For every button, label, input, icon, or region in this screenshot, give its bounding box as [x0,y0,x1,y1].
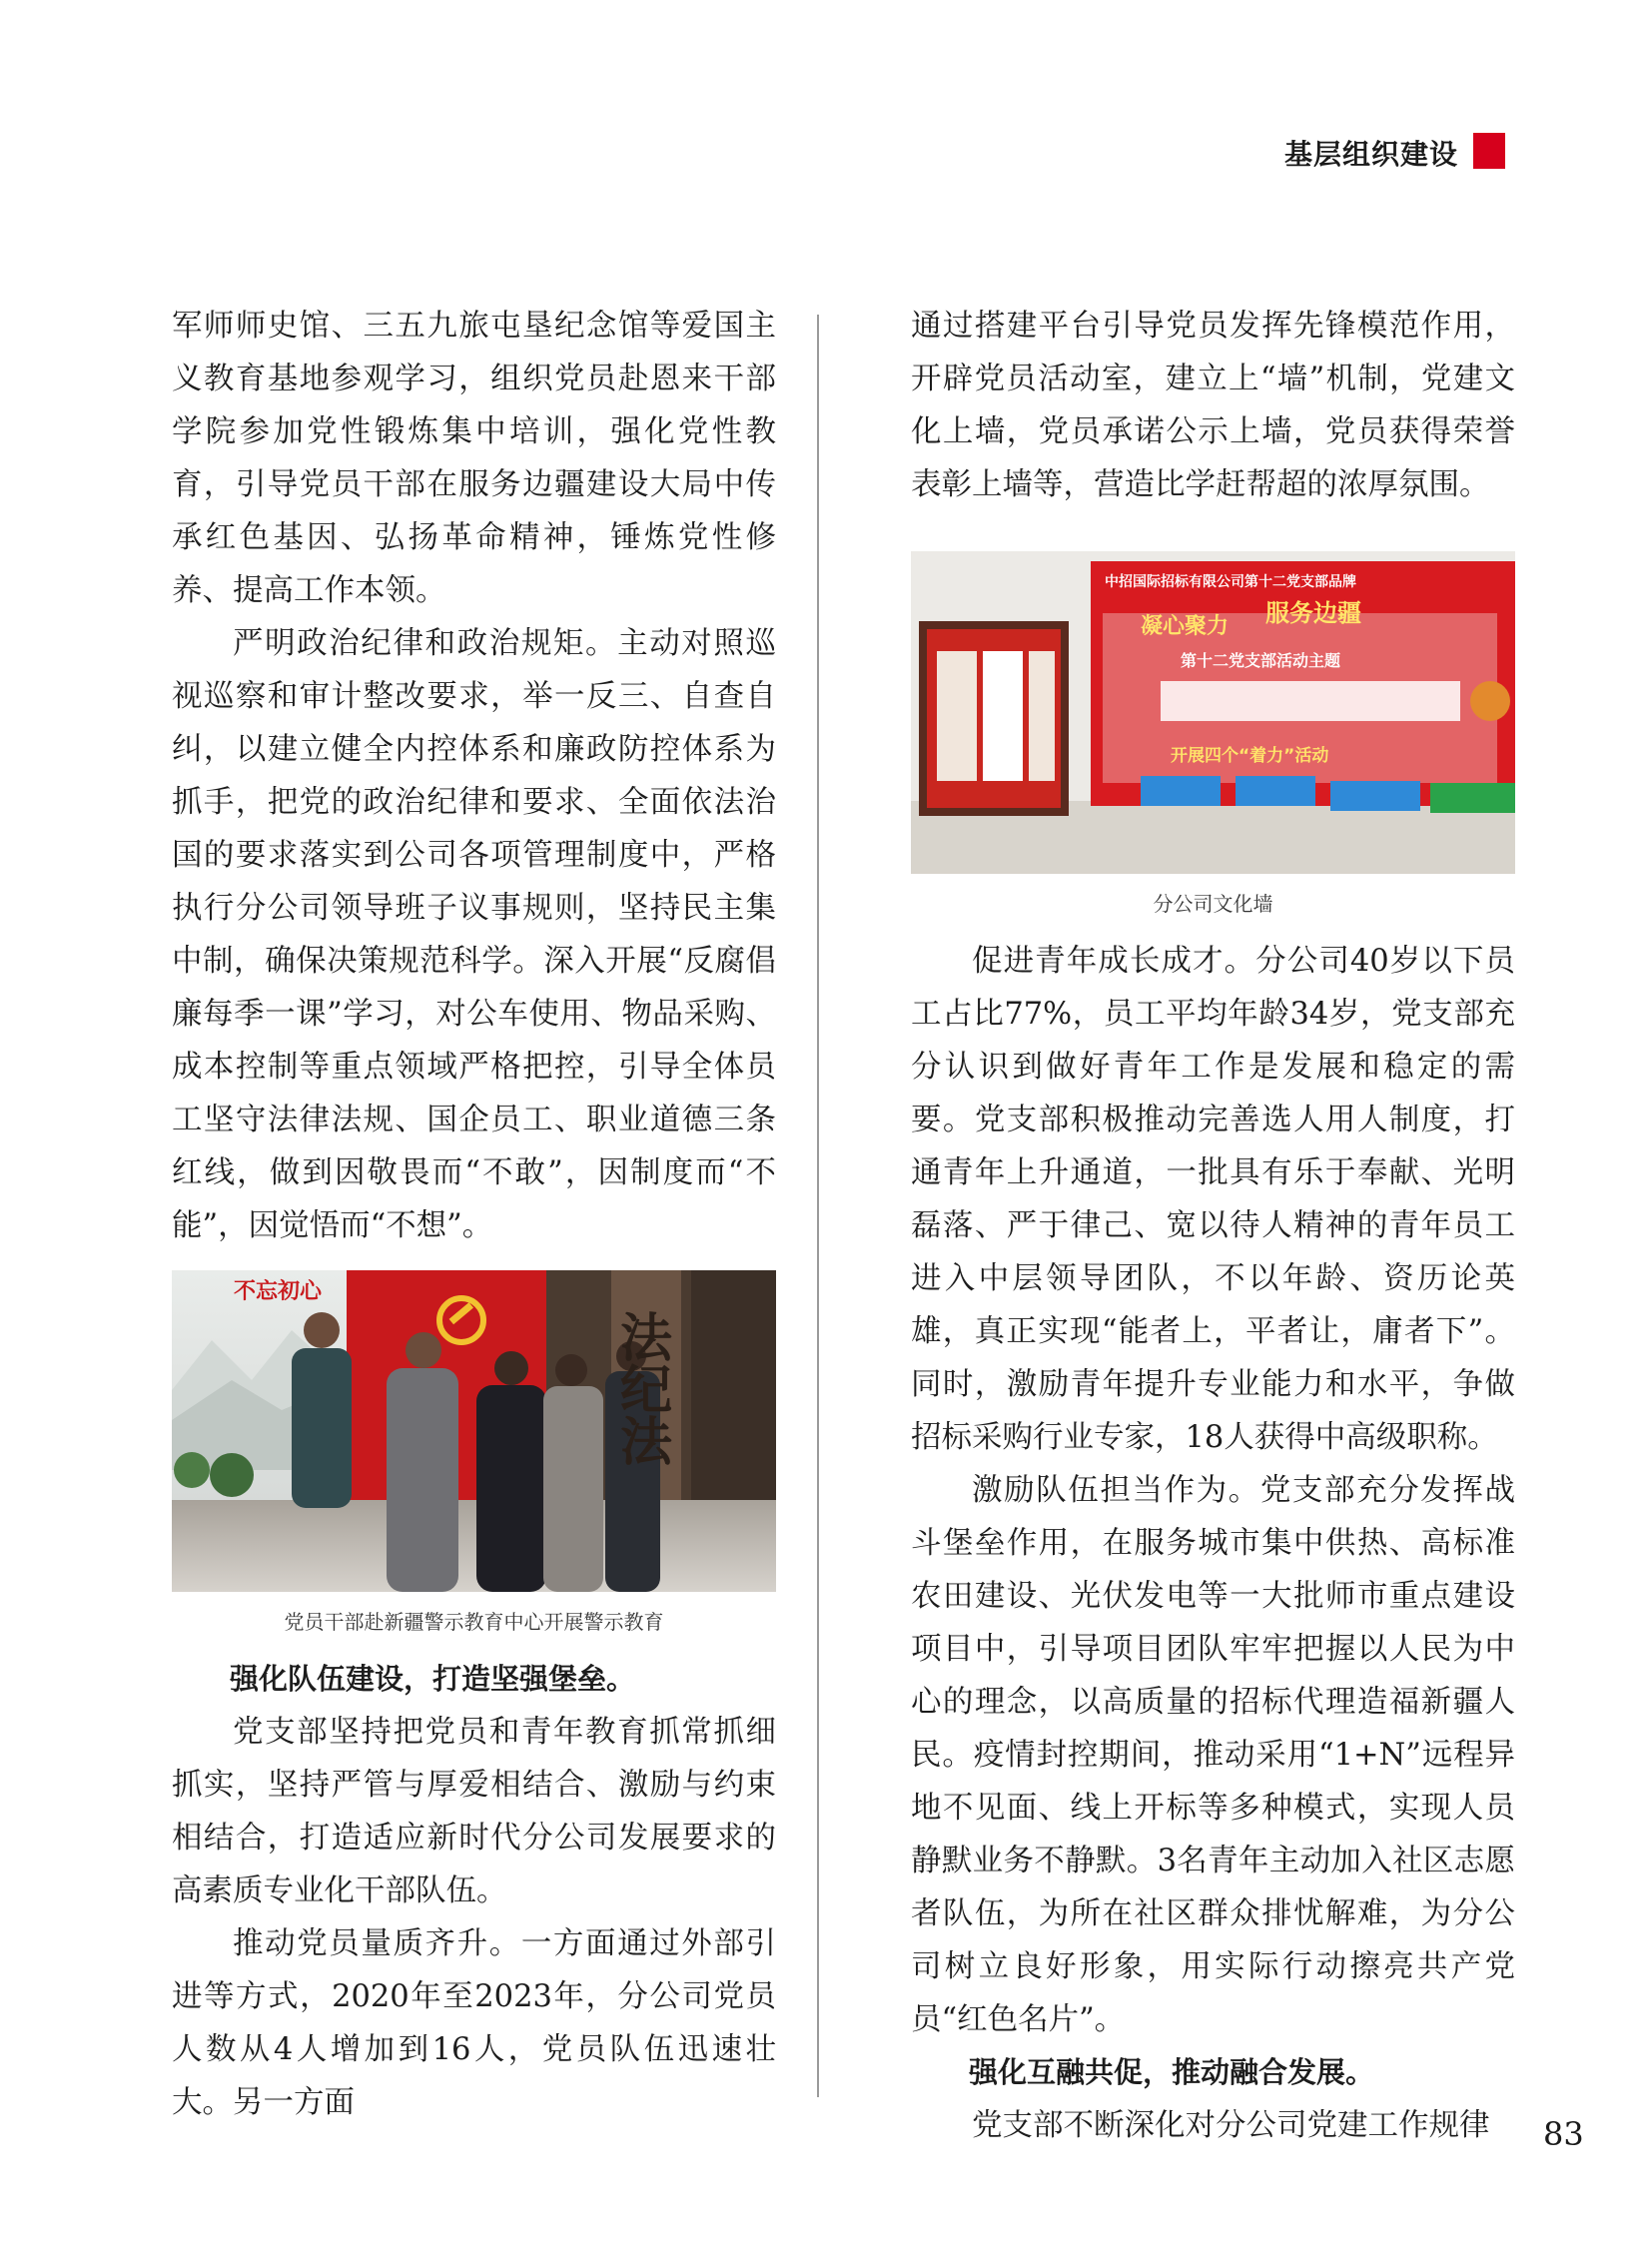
column-divider [817,315,819,2097]
paragraph: 严明政治纪律和政治规矩。主动对照巡视巡察和审计整改要求，举一反三、自查自纠，以建立健全内控体系和廉政防控体系为抓手，把党的政治纪律和要求、全面依法治国的要求落实到公司各项管理制度中，严格执行分公司领导班子议事规则，坚持民主集中制，确保决策规范科学。深入开展“反腐倡廉每季一课”学习，对公车使用、物品采购、成本控制等重点领域严格把控，引导全体员工坚守法律法规、国企员工、职业道德三条红线，做到因敬畏而“不敢”，因制度而“不能”，因觉悟而“不想”。 [172,626,776,1243]
wall-text-right: 法纪法 [610,1310,672,1466]
section-heading: 强化队伍建设，打造坚强堡垒。 [230,1662,636,1696]
paragraph: 促进青年成长成才。分公司40岁以下员工占比77%，员工平均年龄34岁，党支部充分认识到做好青年工作是发展和稳定的需要。党支部积极推动完善选人用人制度，打通青年上升通道，一批具有乐于奉献、光明磊落、严于律己、宽以待人精神的青年员工进入中层领导团队，不以年龄、资历论英雄，真正实现“能者上，平者让，庸者下”。同时，激励青年提升专业能力和水平，争做招标采购行业专家，18人获得中高级职称。 [911,944,1515,1455]
figure-caption: 党员干部赴新疆警示教育中心开展警示教育 [284,1610,664,1634]
photo-culture-wall [911,551,1515,874]
paragraph: 党支部坚持把党员和青年教育抓常抓细抓实，坚持严管与厚爱相结合、激励与约束相结合，打造适应新时代分公司发展要求的高素质专业化干部队伍。 [172,1715,776,1908]
right-column [911,300,1515,2152]
photo-warning-education [172,1270,776,1592]
figure-caption: 分公司文化墙 [1153,892,1273,916]
paragraph: 党支部不断深化对分公司党建工作规律 [972,2108,1490,2143]
wall-text-left: 不忘初心 [234,1278,323,1304]
photo-illustration [172,1270,776,1592]
figure-warning-education [172,1270,776,1635]
figure-culture-wall [911,551,1515,917]
banner-theme: 第十二党支部活动主题 [1181,651,1341,670]
section-marker [1473,133,1505,169]
section-title: 基层组织建设 [1283,138,1458,171]
page-number: 83 [1543,2115,1584,2153]
paragraph: 通过搭建平台引导党员发挥先锋模范作用，开辟党员活动室，建立上“墙”机制，党建文化上墙，党员承诺公示上墙，党员获得荣誉表彰上墙等，营造比学赶帮超的浓厚氛围。 [911,309,1515,502]
banner-slogan-2: 服务边疆 [1265,599,1361,627]
photo-illustration [911,551,1515,874]
left-column [172,300,776,2129]
paragraph: 军师师史馆、三五九旅屯垦纪念馆等爱国主义教育基地参观学习，组织党员赴恩来干部学院参加党性锻炼集中培训，强化党性教育，引导党员干部在服务边疆建设大局中传承红色基因、弘扬革命精神，锤炼党性修养、提高工作本领。 [172,309,776,608]
section-heading: 强化互融共促，推动融合发展。 [969,2055,1375,2089]
banner-top-text: 中招国际招标有限公司第十二党支部品牌 [1105,574,1356,590]
paragraph: 推动党员量质齐升。一方面通过外部引进等方式，2020年至2023年，分公司党员人数从4人增加到16人，党员队伍迅速壮大。另一方面 [172,1926,776,2120]
banner-slogan-1: 凝心聚力 [1141,614,1230,639]
paragraph: 激励队伍担当作为。党支部充分发挥战斗堡垒作用，在服务城市集中供热、高标准农田建设、光伏发电等一大批师市重点建设项目中，引导项目团队牢牢把握以人民为中心的理念，以高质量的招标代理造福新疆人民。疫情封控期间，推动采用“1+N”远程异地不见面、线上开标等多种模式，实现人员静默业务不静默。3名青年主动加入社区志愿者队伍，为所在社区群众排忧解难，为分公司树立良好形象，用实际行动擦亮共产党员“红色名片”。 [911,1473,1515,2037]
banner-activity: 开展四个“着力”活动 [1171,746,1329,766]
